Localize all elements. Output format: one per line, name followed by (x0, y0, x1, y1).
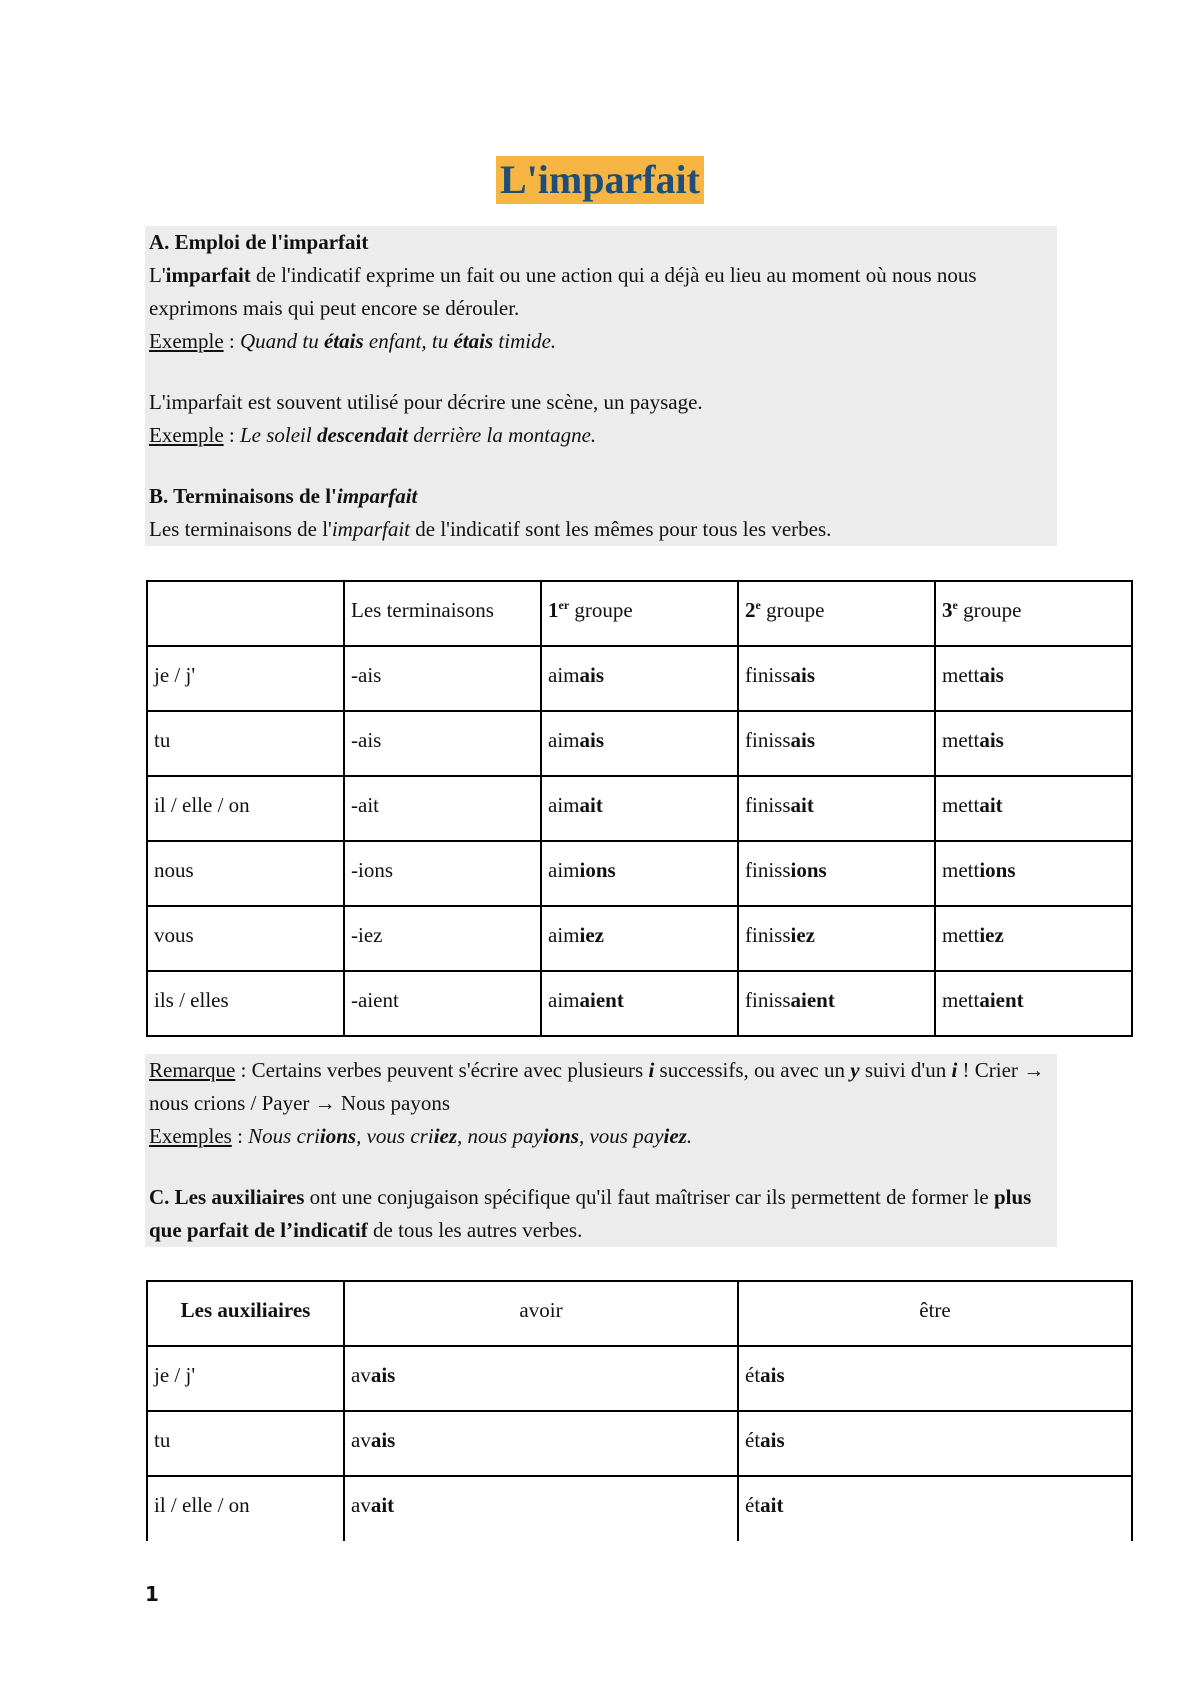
pronoun-cell: il / elle / on (147, 776, 344, 841)
table-row (147, 776, 1132, 841)
stem: aim (548, 858, 580, 882)
stem: aim (548, 663, 580, 687)
etre-cell (738, 1346, 1132, 1411)
ending: ais (790, 728, 816, 752)
text: groupe (569, 598, 633, 622)
example-2 (149, 419, 1053, 452)
pronoun-cell: je / j' (147, 646, 344, 711)
text: , vous cri (356, 1124, 434, 1148)
text: , nous pay (457, 1124, 543, 1148)
stem: ét (745, 1428, 761, 1452)
text: 3 (942, 598, 953, 622)
group-1-cell (541, 646, 738, 711)
auxiliaries-table (146, 1280, 1133, 1541)
pronoun-cell: je / j' (147, 1346, 344, 1411)
text: : (231, 1124, 249, 1148)
group-3-cell (935, 711, 1132, 776)
section-a-box (145, 226, 1057, 546)
italic-text: imparfait (331, 517, 411, 541)
table-row (147, 711, 1132, 776)
text: de tous les autres verbes. (367, 1218, 583, 1242)
table-row (147, 906, 1132, 971)
stem: finiss (745, 988, 791, 1012)
text: de l'indicatif sont les mêmes pour tous les verbes. (410, 517, 832, 541)
text: ont une conjugaison spécifique qu'il faut maîtriser car ils permettent de former le (304, 1185, 994, 1209)
ending-cell: -ais (344, 646, 541, 711)
stem: aim (548, 988, 580, 1012)
remark-label: Remarque (149, 1058, 236, 1082)
ending: iez (579, 923, 604, 947)
ending: ait (760, 1493, 784, 1517)
section-b-paragraph (149, 513, 1053, 546)
text: , vous pay (578, 1124, 664, 1148)
stem: ét (745, 1493, 761, 1517)
bold-text: descendait (316, 423, 408, 447)
stem: mett (942, 988, 980, 1012)
group-2-cell (738, 711, 935, 776)
header-group-1 (541, 581, 738, 646)
group-1-cell (541, 971, 738, 1036)
text: timide. (493, 329, 557, 353)
stem: aim (548, 923, 580, 947)
bold-text: étais (453, 329, 494, 353)
group-3-cell (935, 906, 1132, 971)
ending: ions (790, 858, 827, 882)
stem: mett (942, 663, 980, 687)
table-row (147, 1346, 1132, 1411)
stem: ét (745, 1363, 761, 1387)
stem: finiss (745, 923, 791, 947)
pronoun-cell: ils / elles (147, 971, 344, 1036)
bold-text: étais (323, 329, 364, 353)
example-label: Exemple (149, 423, 224, 447)
stem: mett (942, 793, 980, 817)
group-2-cell (738, 906, 935, 971)
group-2-cell (738, 646, 935, 711)
text: nous crions / Payer (149, 1091, 315, 1115)
ending: ions (979, 858, 1016, 882)
stem: aim (548, 793, 580, 817)
text: Quand tu (239, 329, 324, 353)
group-2-cell (738, 776, 935, 841)
group-1-cell (541, 841, 738, 906)
ending: ais (760, 1428, 785, 1452)
pronoun-cell: tu (147, 711, 344, 776)
examples-label: Exemples (149, 1124, 232, 1148)
table-row (147, 1411, 1132, 1476)
ending-cell: -ais (344, 711, 541, 776)
example-1 (149, 325, 1053, 358)
bold-text: iez (663, 1124, 687, 1148)
ending: ait (579, 793, 603, 817)
header-etre: être (738, 1281, 1132, 1346)
header-group-2 (738, 581, 935, 646)
text: : Certains verbes peuvent s'écrire avec plusieurs (235, 1058, 649, 1082)
ending: ais (979, 728, 1004, 752)
bold-text: iez (433, 1124, 458, 1148)
stem: mett (942, 858, 980, 882)
bold-italic-text: i (648, 1058, 655, 1082)
header-empty-cell (147, 581, 344, 646)
bold-text: ions (542, 1124, 579, 1148)
text: de l'indicatif exprime un fait ou une action qui a déjà eu lieu au moment où nous nous exprimons mais qui peut encore se dérouler. (149, 263, 977, 320)
italic-text: imparfait (336, 484, 418, 508)
ending: ait (979, 793, 1003, 817)
section-a-paragraph (149, 259, 1053, 325)
text: Nous cri (248, 1124, 320, 1148)
stem: av (351, 1363, 371, 1387)
table-row (147, 1476, 1132, 1541)
ending-cell: -iez (344, 906, 541, 971)
header-auxiliaires: Les auxiliaires (147, 1281, 344, 1346)
ending-cell: -aient (344, 971, 541, 1036)
bold-italic-text: i (951, 1058, 958, 1082)
stem: finiss (745, 858, 791, 882)
text: suivi d'un (859, 1058, 952, 1082)
text: Les terminaisons de l' (149, 517, 332, 541)
stem: av (351, 1493, 371, 1517)
page-number: 1 (145, 1582, 159, 1606)
ending: ait (790, 793, 814, 817)
stem: finiss (745, 728, 791, 752)
ending: iez (979, 923, 1004, 947)
group-3-cell (935, 841, 1132, 906)
ending: ais (790, 663, 816, 687)
remark-box (145, 1054, 1057, 1247)
ending: ais (370, 1363, 396, 1387)
stem: finiss (745, 793, 791, 817)
title-wrapper (0, 156, 1200, 204)
pronoun-cell: vous (147, 906, 344, 971)
text: 1 (548, 598, 559, 622)
section-a-heading: A. Emploi de l'imparfait (149, 230, 369, 254)
pronoun-cell: il / elle / on (147, 1476, 344, 1541)
ending: ait (370, 1493, 395, 1517)
stem: av (351, 1428, 371, 1452)
ending-cell: -ait (344, 776, 541, 841)
section-a-paragraph-2: L'imparfait est souvent utilisé pour décrire une scène, un paysage. (149, 390, 703, 414)
table-row (147, 971, 1132, 1036)
header-endings: Les terminaisons (344, 581, 541, 646)
text: : (223, 423, 240, 447)
bold-italic-text: y (850, 1058, 860, 1082)
table-header-row (147, 1281, 1132, 1346)
etre-cell (738, 1476, 1132, 1541)
ending: ais (579, 663, 605, 687)
text: Nous payons (335, 1091, 450, 1115)
section-c-heading: C. Les auxiliaires (149, 1185, 305, 1209)
group-3-cell (935, 971, 1132, 1036)
group-1-cell (541, 906, 738, 971)
ending: ais (979, 663, 1004, 687)
pronoun-cell: tu (147, 1411, 344, 1476)
text: B. Terminaisons de l' (149, 484, 337, 508)
avoir-cell (344, 1411, 738, 1476)
stem: finiss (745, 663, 791, 687)
group-1-cell (541, 776, 738, 841)
group-2-cell (738, 971, 935, 1036)
ending: ions (579, 858, 616, 882)
ending: aient (790, 988, 835, 1012)
text: Le soleil (239, 423, 317, 447)
stem: mett (942, 923, 980, 947)
text: e (952, 598, 958, 612)
group-2-cell (738, 841, 935, 906)
bold-text: plus que parfait de l’indicatif (149, 1185, 1032, 1242)
group-1-cell (541, 711, 738, 776)
ending: ais (579, 728, 605, 752)
ending: ais (760, 1363, 785, 1387)
ending: aient (979, 988, 1024, 1012)
bold-text: ions (319, 1124, 357, 1148)
pronoun-cell: nous (147, 841, 344, 906)
text: successifs, ou avec un (654, 1058, 851, 1082)
group-3-cell (935, 776, 1132, 841)
text: e (755, 598, 761, 612)
avoir-cell (344, 1476, 738, 1541)
table-header-row (147, 581, 1132, 646)
header-group-3 (935, 581, 1132, 646)
text: 2 (745, 598, 756, 622)
remark-paragraph (149, 1054, 1053, 1120)
etre-cell (738, 1411, 1132, 1476)
remark-examples (149, 1120, 1053, 1153)
text: L' (149, 263, 166, 287)
ending-cell: -ions (344, 841, 541, 906)
text: groupe (760, 598, 825, 622)
text: derrière la montagne. (407, 423, 597, 447)
avoir-cell (344, 1346, 738, 1411)
text: ! Crier (957, 1058, 1024, 1082)
text: : (223, 329, 240, 353)
conjugation-table (146, 580, 1133, 1037)
arrow-icon: → (1023, 1058, 1045, 1082)
ending: ais (370, 1428, 396, 1452)
group-3-cell (935, 646, 1132, 711)
text: er (558, 598, 570, 612)
bold-text: imparfait (165, 263, 251, 287)
table-row (147, 841, 1132, 906)
ending: aient (579, 988, 624, 1012)
stem: aim (548, 728, 580, 752)
header-avoir: avoir (344, 1281, 738, 1346)
table-row (147, 646, 1132, 711)
text: . (686, 1124, 693, 1148)
section-b-heading (149, 480, 1053, 513)
arrow-icon: → (314, 1091, 336, 1115)
text: enfant, tu (363, 329, 454, 353)
text: groupe (957, 598, 1022, 622)
stem: mett (942, 728, 980, 752)
page-title: L'imparfait (496, 156, 704, 204)
example-label: Exemple (149, 329, 224, 353)
ending: iez (790, 923, 815, 947)
section-c-paragraph (149, 1181, 1053, 1247)
